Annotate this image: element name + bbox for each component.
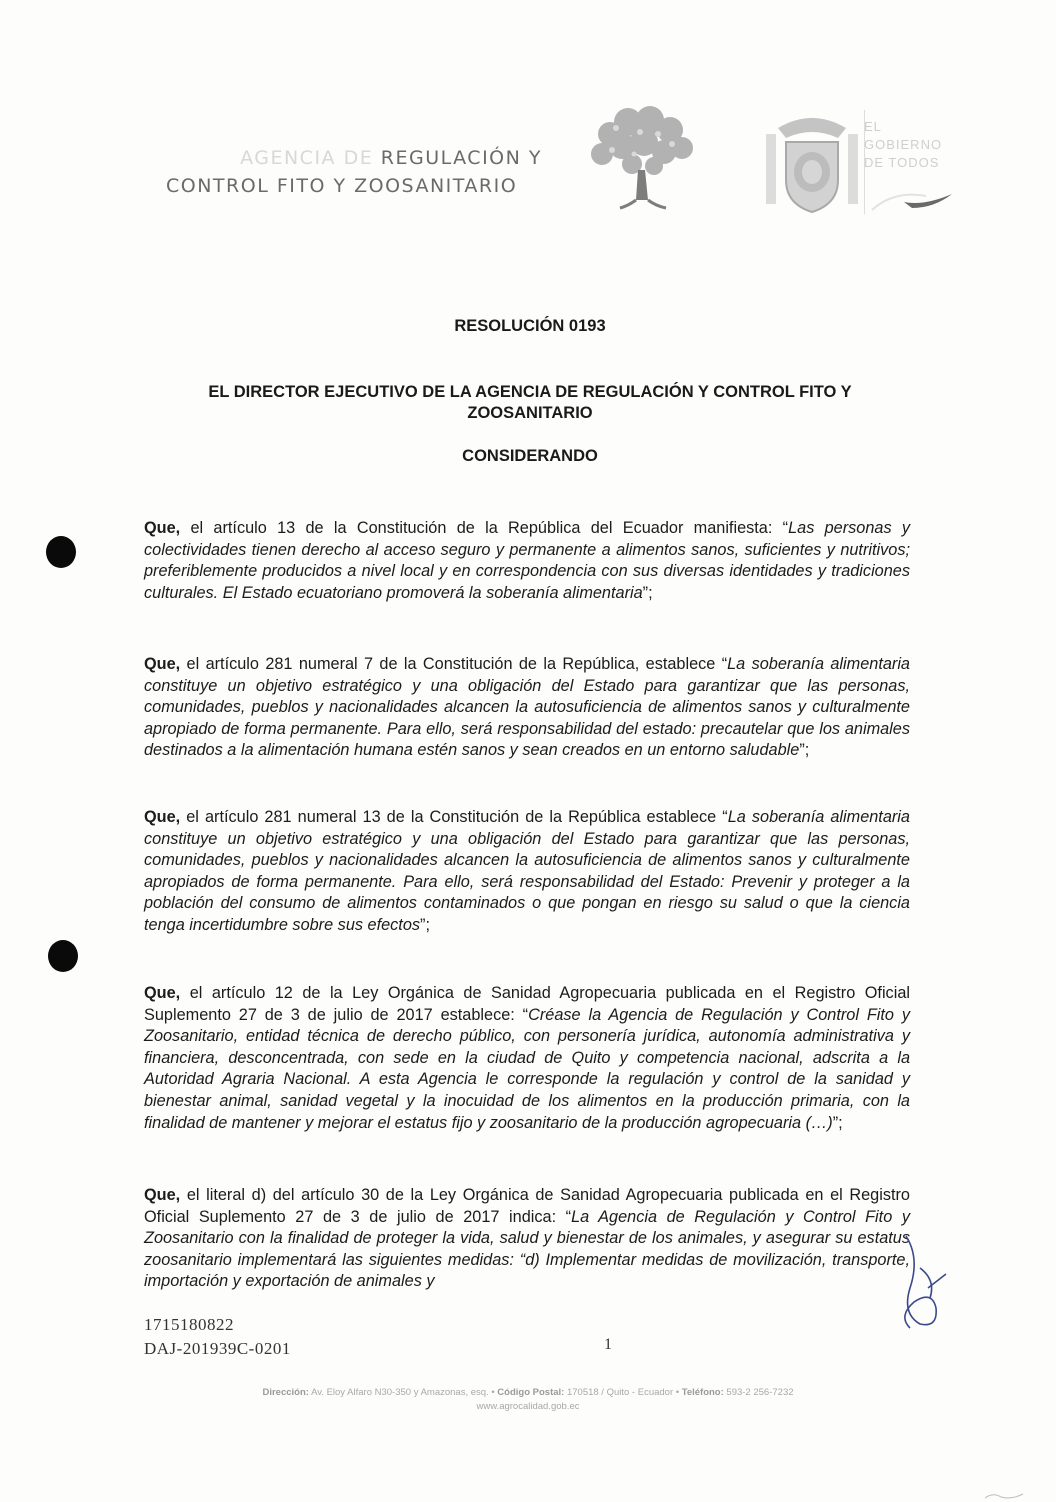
government-logo-text: EL GOBIERNO DE TODOS — [864, 119, 943, 170]
coat-of-arms-icon — [758, 108, 866, 216]
paragraph-3: Que, el artículo 281 numeral 13 de la Constitución de la República establece “La soberanía alimentaria constituye un objetivo estratégico y una obligación del Estado para garantizar que las personas, comunidades, pueblos y nacionalidades alcancen la autosuficiencia de alimentos sanos y culturalmente apropiados de forma permanente. Para ello, será responsabilidad del Estado: Prevenir y proteger a la población del consumo de alimentos contaminados o que pongan en riesgo su salud o que la ciencia tenga incertidumbre sobre sus efectos”; — [144, 808, 910, 934]
paragraph-4: Que, el artículo 12 de la Ley Orgánica de Sanidad Agropecuaria publicada en el Registro Oficial Suplemento 27 de 3 de julio de 2017 establece: “Créase la Agencia de Regulación y Control Fito y Zoosanitario, entidad técnica de derecho público, con personería jurídica, autonomía administrativa y financiera, desconcentrada, con sede en la ciudad de Quito y competencia nacional, adscrita a la Autoridad Agraria Nacional. A esta Agencia le corresponde la regulación y control de la sanidad y bienestar animal, sanidad vegetal y la inocuidad de los alimentos en la producción primaria, con la finalidad de mantener y mejorar el estatus fijo y zoosanitario de la producción agropecuaria (…)”; — [144, 984, 910, 1132]
toda-una-vida-logo — [582, 104, 700, 214]
id-number: 1715180822 — [144, 1315, 234, 1334]
address-footer: Dirección: Av. Eloy Alfaro N30-350 y Amazonas, esq. • Código Postal: 170518 / Quito - Ecuador • Teléfono: 593-2 256-7232 www.agrocalidad.gob.ec — [140, 1386, 916, 1414]
punch-hole-top — [46, 536, 76, 568]
resolution-title: RESOLUCIÓN 0193 — [454, 317, 606, 335]
handwritten-signature — [880, 1228, 960, 1338]
document-codes — [144, 1313, 291, 1361]
scan-mark — [985, 1490, 1025, 1500]
paragraph-5: Que, el literal d) del artículo 30 de la Ley Orgánica de Sanidad Agropecuaria publicada en el Registro Oficial Suplemento 27 de 3 de julio de 2017 indica: “La Agencia de Regulación y Control Fito y Zoosanitario con la finalidad de proteger la vida, salud y bienestar de los animales, y asegurar su estatus zoosanitario implementará las siguientes medidas: “d) Implementar medidas de movilización, transporte, importación y exportación de animales y — [144, 1186, 910, 1291]
considerando-heading: CONSIDERANDO — [462, 447, 598, 465]
punch-hole-bottom — [48, 940, 78, 972]
issuer-heading-line1: EL DIRECTOR EJECUTIVO DE LA AGENCIA DE REGULACIÓN Y CONTROL FITO Y — [208, 383, 852, 401]
paragraph-1: Que, el artículo 13 de la Constitución de la República del Ecuador manifiesta: “Las personas y colectividades tienen derecho al acceso seguro y permanente a alimentos sanos, suficientes y nutritivos; preferiblemente producidos a nivel local y en correspondencia con sus diversas identidades y tradiciones culturales. El Estado ecuatoriano promoverá la soberanía alimentaria”; — [144, 519, 911, 602]
page-number: 1 — [604, 1336, 612, 1353]
issuer-heading-line2: ZOOSANITARIO — [467, 404, 593, 422]
agency-name-line2: CONTROL FITO Y ZOOSANITARIO — [166, 175, 518, 197]
agency-name-faded: AGENCIA DE — [240, 147, 374, 169]
paragraph-2: Que, el artículo 281 numeral 7 de la Constitución de la República, establece “La soberanía alimentaria constituye un objetivo estratégico y una obligación del Estado para garantizar que las personas, comunidades, pueblos y nacionalidades alcancen la autosuficiencia de alimentos sanos y culturalmente apropiado de forma permanente. Para ello, será responsabilidad del estado: precautelar que los animales destinados a la alimentación humana estén sanos y sean creados en un entorno saludable”; — [144, 655, 910, 760]
file-code: DAJ-201939C-0201 — [144, 1339, 291, 1358]
website-link: www.agrocalidad.gob.ec — [476, 1401, 580, 1412]
issuer-heading — [120, 382, 940, 424]
agency-name-line1: REGULACIÓN Y — [380, 147, 542, 169]
agency-name — [166, 144, 542, 200]
